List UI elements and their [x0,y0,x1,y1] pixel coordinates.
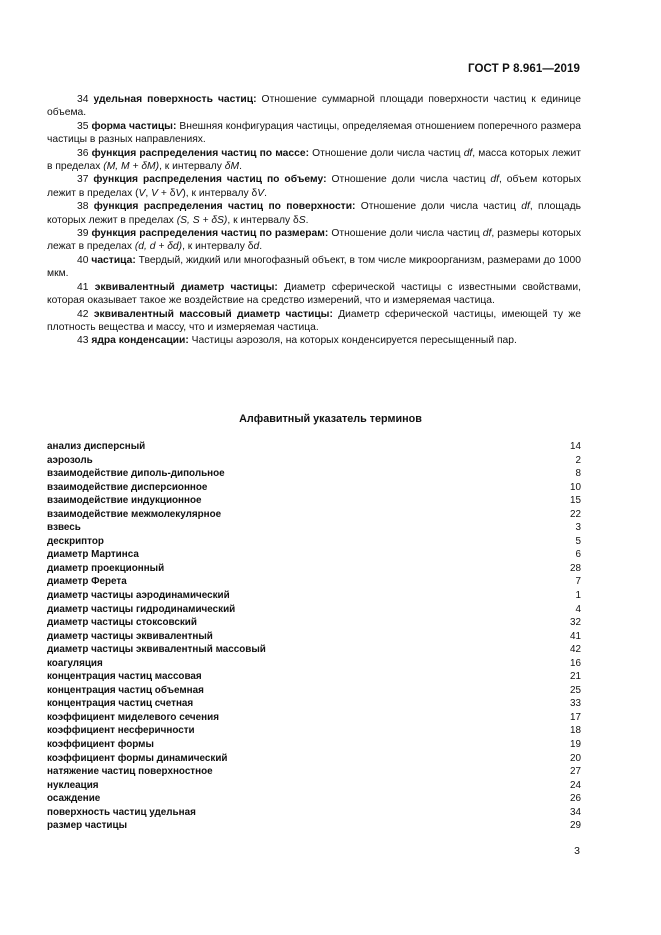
term-entry [47,254,581,281]
term-definition: Отношение доли числа частиц df, размеры которых лежат в пределах (d, d + δd), к интервалу δd. [47,228,581,253]
term-entry [47,120,581,147]
index-row [47,548,581,562]
term-number: 39 [77,228,89,240]
index-row [47,684,581,698]
term-number: 41 [77,281,89,293]
index-row [47,454,581,468]
index-row [47,738,581,752]
index-term: осаждение [47,793,101,805]
index-term: коэффициент формы динамический [47,752,228,764]
term-definition: Отношение доли числа частиц df, масса которых лежит в пределах (M, M + δM), к интервалу δM. [47,147,581,173]
index-row [47,819,581,833]
index-row [47,806,581,820]
index-term: поверхность частиц удельная [47,806,196,818]
index-row [47,440,581,454]
term-title: функция распределения частиц по объему: [93,174,327,186]
index-page: 26 [570,793,581,805]
index-row [47,603,581,617]
term-definition: Внешняя конфигурация частицы, определяемая отношением поперечного размера частицы в разных направлениях. [47,120,581,146]
term-entry [47,308,581,335]
terms-list [47,93,581,348]
index-term: концентрация частиц массовая [47,671,202,683]
term-title: функция распределения частиц по поверхности: [93,201,356,213]
index-page: 14 [570,441,581,452]
index-page: 16 [570,657,581,669]
index-term: аэрозоль [47,454,93,466]
term-definition: Твердый, жидкий или многофазный объект, в том числе микроорганизм, размерами до 1000 мкм. [47,254,581,280]
index-page: 28 [570,562,581,574]
index-term: коэффициент несферичности [47,725,195,737]
index-term: нуклеация [47,779,99,791]
alphabetical-index [47,440,581,833]
term-definition: Отношение доли числа частиц df, объем которых лежит в пределах (V, V + δV), к интервалу δV. [47,174,581,199]
index-term: коэффициент миделевого сечения [47,711,219,723]
index-term: коэффициент формы [47,739,154,751]
index-term: взвесь [47,522,81,534]
index-page: 4 [575,603,581,615]
index-row [47,481,581,495]
index-row [47,589,581,603]
index-row [47,521,581,535]
term-definition: Диаметр сферической частицы с известными свойствами, которая оказывает такое же воздействие на средство измерений, что и измеряемая частица. [47,281,581,307]
index-page: 17 [570,711,581,723]
index-term: концентрация частиц счетная [47,698,194,710]
page-number: 3 [574,845,580,857]
index-page: 8 [575,468,581,480]
index-term: диаметр частицы эквивалентный массовый [47,644,266,656]
term-definition: Отношение суммарной площади поверхности частиц к единице объема. [47,94,581,119]
term-entry [47,227,581,254]
term-title: эквивалентный диаметр частицы: [94,281,278,293]
index-page: 25 [570,684,581,696]
term-number: 38 [77,201,89,213]
index-page: 3 [575,522,581,534]
term-number: 34 [77,94,89,105]
index-row [47,670,581,684]
index-page: 19 [570,739,581,751]
index-page: 29 [570,820,581,832]
index-term: натяжение частиц поверхностное [47,766,213,778]
index-row [47,657,581,671]
index-row [47,711,581,725]
term-title: эквивалентный массовый диаметр частицы: [93,308,333,320]
index-page: 42 [570,644,581,656]
term-definition: Частицы аэрозоля, на которых конденсируется пересыщенный пар. [188,335,517,347]
term-number: 35 [77,120,89,132]
index-row [47,765,581,779]
index-page: 22 [570,508,581,520]
term-entry [47,173,581,200]
index-term: взаимодействие межмолекулярное [47,508,222,520]
index-row [47,575,581,589]
index-row [47,494,581,508]
term-title: форма частицы: [91,120,177,132]
index-term: диаметр Мартинса [47,549,139,561]
index-term: диаметр проекционный [47,562,165,574]
index-row [47,643,581,657]
index-term: диаметр частицы гидродинамический [47,603,236,615]
index-row [47,779,581,793]
term-number: 37 [77,174,89,186]
index-row [47,630,581,644]
index-page: 41 [570,630,581,642]
index-term: диаметр частицы эквивалентный [47,630,213,642]
index-page: 18 [570,725,581,737]
term-title: удельная поверхность частиц: [93,94,257,105]
index-term: размер частицы [47,820,128,832]
term-entry [47,93,581,120]
index-row [47,535,581,549]
index-term: взаимодействие индукционное [47,495,202,507]
term-title: функция распределения частиц по размерам: [91,228,329,240]
index-term: диаметр частицы стоксовский [47,617,197,629]
index-page: 6 [575,549,581,561]
term-definition: Отношение доли числа частиц df, площадь которых лежит в пределах (S, S + δS), к интервалу δS. [47,201,581,226]
term-number: 43 [77,335,89,347]
term-number: 40 [77,254,89,266]
index-page: 27 [570,766,581,778]
index-page: 24 [570,779,581,791]
index-row [47,467,581,481]
document-code: ГОСТ Р 8.961—2019 [468,63,580,75]
index-page: 10 [570,481,581,493]
index-row [47,792,581,806]
term-title: функция распределения частиц по массе: [91,147,310,159]
index-term: коагуляция [47,657,103,669]
term-title: ядра конденсации: [91,335,189,347]
index-title: Алфавитный указатель терминов [239,413,422,425]
term-title: частица: [91,254,136,266]
term-number: 42 [77,308,89,320]
index-row [47,508,581,522]
index-page: 32 [570,617,581,629]
index-page: 20 [570,752,581,764]
index-page: 2 [575,454,581,466]
index-page: 21 [570,671,581,683]
index-page: 34 [570,806,581,818]
index-row [47,616,581,630]
index-page: 5 [575,535,581,547]
term-entry [47,200,581,227]
index-row [47,562,581,576]
index-term: взаимодействие диполь-дипольное [47,468,225,480]
index-page: 33 [570,698,581,710]
index-term: анализ дисперсный [47,441,146,452]
index-term: взаимодействие дисперсионное [47,481,208,493]
index-row [47,752,581,766]
term-entry [47,281,581,308]
term-entry [47,334,581,347]
index-term: диаметр Ферета [47,576,127,588]
index-page: 1 [575,590,581,602]
index-row [47,724,581,738]
index-page: 15 [570,495,581,507]
index-row [47,697,581,711]
index-page: 7 [575,576,581,588]
index-term: концентрация частиц объемная [47,684,204,696]
index-term: дескриптор [47,535,104,547]
term-entry [47,147,581,174]
term-definition: Диаметр сферической частицы, имеющей ту же плотность вещества и массу, что и измеряемая частица. [47,308,581,333]
index-term: диаметр частицы аэродинамический [47,590,230,602]
term-number: 36 [77,147,89,159]
